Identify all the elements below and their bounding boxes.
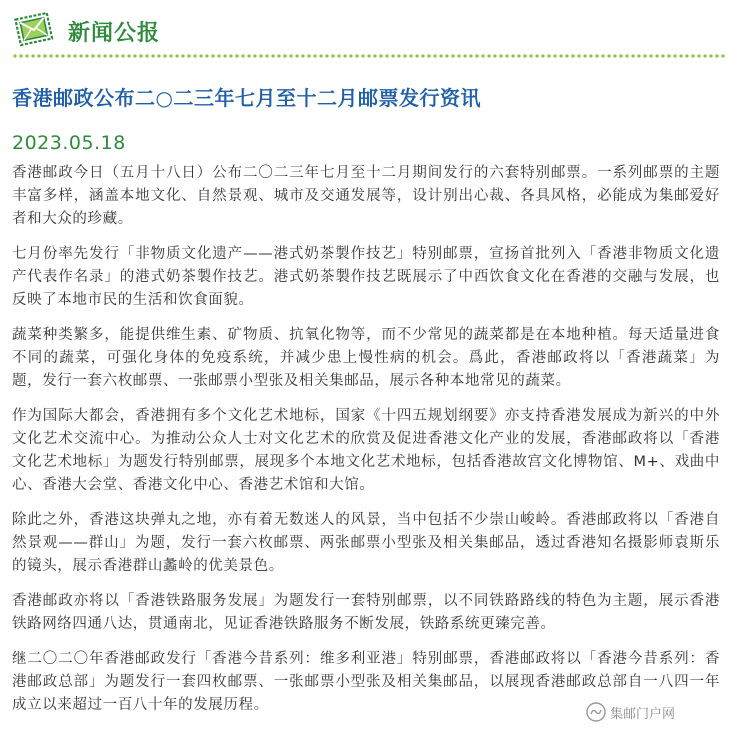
paragraph: 七月份率先发行「非物质文化遗产——港式奶茶製作技艺」特别邮票，宣扬首批列入「香港非物质文化遗产代表作名录」的港式奶茶製作技艺。港式奶茶製作技艺既展示了中西饮食文化在香港的交融与发展，也反映了本地市民的生活和饮食面貌。 [12,246,720,308]
source-watermark [586,700,675,724]
article-title: 香港邮政公布二○二三年七月至十二月邮票发行资讯 [12,86,481,110]
watermark-text: 集邮门户网 [610,706,676,722]
page-header [12,10,726,60]
wechat-channel-icon [586,702,606,722]
paragraph: 蔬菜种类繁多，能提供维生素、矿物质、抗氧化物等，而不少常见的蔬菜都是在本地种植。每天适量进食不同的蔬菜，可强化身体的免疫系统，并减少患上慢性病的机会。爲此，香港邮政将以「香港蔬菜」为题，发行一套六枚邮票、一张邮票小型张及相关集邮品，展示各种本地常见的蔬菜。 [12,327,720,389]
paragraph: 作为国际大都会，香港拥有多个文化艺术地标，国家《十四五规划纲要》亦支持香港发展成为新兴的中外文化艺术交流中心。为推动公众人士对文化艺术的欣赏及促进香港文化产业的发展，香港邮政将以「香港文化艺术地标」为题发行特别邮票，展现多个本地文化艺术地标，包括香港故宫文化博物馆、M+、戏曲中心、香港大会堂、香港文化中心、香港艺术馆和大馆。 [12,408,720,493]
paragraph: 继二〇二〇年香港邮政发行「香港今昔系列：维多利亚港」特别邮票，香港邮政将以「香港今昔系列：香港邮政总部」为题发行一套四枚邮票、一张邮票小型张及相关集邮品，以展现香港邮政总部自一八四一年成立以来超过一百八十年的发展历程。 [12,651,720,713]
section-title: 新闻公报 [68,21,161,46]
paragraph: 香港邮政亦将以「香港铁路服务发展」为题发行一套特别邮票，以不同铁路路线的特色为主题，展示香港铁路网络四通八达，贯通南北，见证香港铁路服务不断发展，铁路系统更臻完善。 [12,593,720,632]
dotted-divider [12,54,726,58]
paragraph: 除此之外，香港这块弹丸之地，亦有着无数迷人的风景，当中包括不少崇山峻岭。香港邮政将以「香港自然景观——群山」为题，发行一套六枚邮票、两张邮票小型张及相关集邮品，透过香港知名摄影师袁斯乐的镜头，展示香港群山蠡岭的优美景色。 [12,512,720,574]
publish-date: 2023.05.18 [12,132,126,154]
article-body [12,162,720,729]
stamp-envelope-icon [12,10,56,50]
paragraph: 香港邮政今日（五月十八日）公布二〇二三年七月至十二月期间发行的六套特别邮票。一系列邮票的主题丰富多样，涵盖本地文化、自然景观、城市及交通发展等，设计别出心裁、各具风格，必能成为集邮爱好者和大众的珍藏。 [12,165,720,227]
